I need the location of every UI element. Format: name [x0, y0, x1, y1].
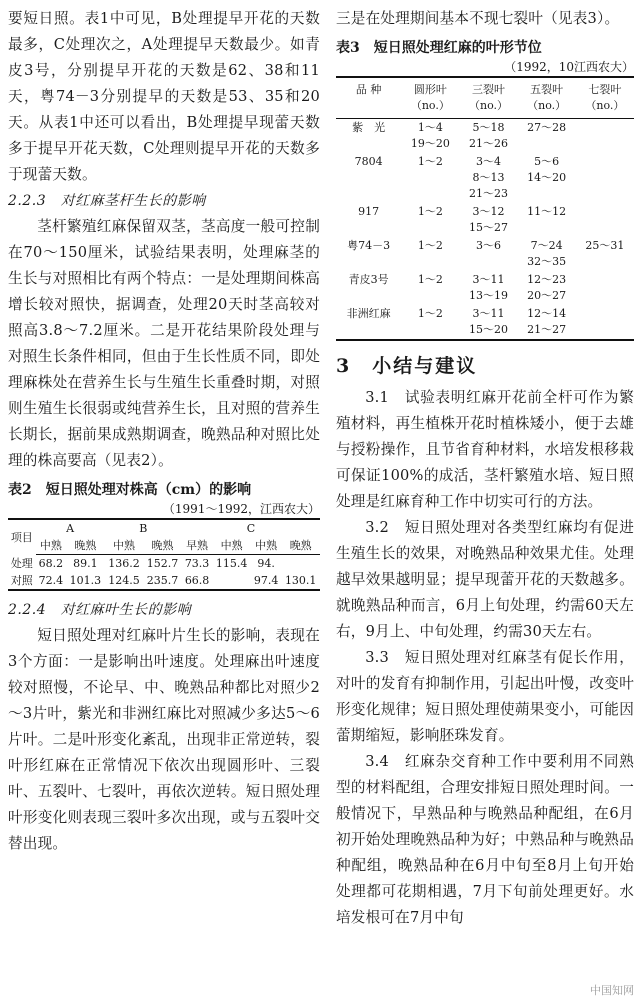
table3-cell [576, 271, 634, 305]
table2-subhead: 晚熟 [281, 537, 320, 555]
table3-variety: 917 [358, 205, 380, 218]
table3-cell: 7～24 32～35 [527, 239, 567, 268]
table2-subhead: 晚熟 [143, 537, 182, 555]
table3-cell: 11～12 [527, 205, 567, 218]
table2-cell: 89.1 [73, 557, 98, 570]
table3-cell: 12～23 20～27 [527, 273, 567, 302]
table2-cell: 235.7 [143, 572, 182, 590]
table3-cell [576, 203, 634, 237]
table2-cell: 152.7 [146, 557, 179, 570]
table3-cell: 3～12 15～27 [469, 205, 508, 234]
table3-cell: 12～14 21～27 [518, 305, 576, 340]
paragraph-leaf-growth: 短日照处理对红麻叶片生长的影响，表现在3个方面：一是影响出叶速度。处理麻出叶速度较对照慢，不论早、中、晚熟品种都比对照少2～3片叶，紫光和非洲红麻比对照减少多达5～6片叶。二是叶形变化紊乱，出现非正常逆转，裂叶形红麻在正常情况下依次出现圆形叶、三裂叶、五裂叶、七裂叶，再依次逆转。短日照处理叶形变化则表现三裂叶多次出现，或与五裂叶交替出现。 [8, 627, 320, 852]
table3-variety: 青皮3号 [348, 273, 389, 286]
table3-header: 品 种 [336, 77, 401, 119]
table2-cell: 66.8 [182, 572, 213, 590]
table2-subhead: 早熟 [182, 537, 213, 555]
table3-cell [576, 153, 634, 203]
table3-header: 五裂叶 （no.） [518, 77, 576, 119]
table2-subhead: 中熟 [105, 537, 144, 555]
table2-group-b: B [105, 519, 182, 537]
table3-cell: 1～2 [417, 205, 443, 218]
table2-subhead: 中熟 [212, 537, 251, 555]
section-heading-summary: 3 小结与建议 [336, 355, 478, 377]
left-column [8, 6, 320, 857]
table3-variety: 7804 [354, 155, 383, 168]
table3 [336, 76, 634, 341]
table3-cell: 1～2 [417, 239, 443, 252]
table2-cell: 101.3 [66, 572, 105, 590]
table-row [8, 572, 320, 590]
table3-cell: 3～11 13～19 [469, 273, 508, 302]
table-row [336, 119, 634, 154]
table2 [8, 518, 320, 591]
table2-cell: 72.4 [36, 572, 67, 590]
right-column [336, 6, 634, 931]
table3-cell: 1～2 [401, 305, 459, 340]
table-row [336, 305, 634, 340]
table2-cell: 130.1 [281, 572, 320, 590]
table-row [336, 153, 634, 203]
table3-header: 七裂叶 （no.） [576, 77, 634, 119]
table3-cell [576, 119, 634, 154]
table3-source: （1992，10江西农大） [504, 60, 634, 74]
table3-variety: 粤74－3 [347, 239, 391, 252]
table3-variety: 紫 光 [352, 121, 386, 134]
table3-cell: 1～4 19～20 [410, 121, 450, 150]
table2-item-label: 项目 [8, 519, 36, 555]
table2-cell: 115.4 [215, 557, 248, 570]
table2-cell: 94. [257, 557, 275, 570]
table2-cell: 73.3 [184, 557, 210, 570]
subsection-heading-stem-growth: 2.2.3 对红麻茎杆生长的影响 [8, 193, 206, 209]
paragraph-summary-3-4: 3.4 红麻杂交育种工作中要利用不同熟型的材料配组，合理安排短日照处理时间。一般情况下，早熟品种与晚熟品种配组，在6月初开始处理晚熟品种为好；中熟品种与晚熟品种配组，晚熟品种在6月中旬至8月上旬开始处理都可花期相遇，7月下旬前处理更好。水培发根可在7月中旬 [336, 753, 634, 926]
table2-subhead: 晚熟 [66, 537, 105, 555]
table3-cell: 5～6 14～20 [527, 155, 567, 184]
subsection-heading-leaf-growth: 2.2.4 对红麻叶生长的影响 [8, 602, 192, 618]
paragraph-flowering-days: 要短日照。表1中可见，B处理提早开花的天数最多，C处理次之，A处理提早天数最少。如青皮3号，分别提早开花的天数是62、38和11天，粤74－3分别提早的天数是53、35和20天。从表1中还可以看出，B处理提早现蕾天数多于提早开花天数，C处理则提早开花的天数多于现蕾天数。 [8, 10, 320, 183]
table3-caption: 表3 短日照处理红麻的叶形节位 [336, 40, 542, 56]
table2-subhead: 中熟 [251, 537, 282, 555]
table2-cell: 97.4 [251, 572, 282, 590]
table2-cell [212, 572, 251, 590]
table2-group-a: A [36, 519, 105, 537]
table3-cell: 3～6 [476, 239, 501, 252]
table3-cell: 3～11 15～20 [459, 305, 517, 340]
table2-group-c: C [182, 519, 320, 537]
table3-cell: 25～31 [585, 239, 625, 252]
table-row [336, 271, 634, 305]
table3-header: 三裂叶 （no.） [459, 77, 517, 119]
table2-subhead: 中熟 [36, 537, 67, 555]
table2-caption: 表2 短日照处理对株高（cm）的影响 [8, 482, 252, 498]
table2-cell: 136.2 [108, 557, 140, 570]
table2-cell: 68.2 [38, 557, 64, 570]
table2-group-row [8, 519, 320, 537]
table2-subhead-row [8, 537, 320, 555]
table-row [336, 237, 634, 271]
table2-source: （1991～1992，江西农大） [162, 502, 320, 516]
table3-cell: 3～4 8～13 21～23 [469, 155, 508, 200]
paragraph-no-seven-lobed: 三是在处理期间基本不现七裂叶（见表3）。 [336, 10, 620, 27]
table2-row-label: 对照 [8, 572, 36, 590]
table3-header-row [336, 77, 634, 119]
table3-cell: 5～18 21～26 [469, 121, 508, 150]
table3-cell [576, 305, 634, 340]
paragraph-stem-growth: 茎杆繁殖红麻保留双茎，茎高度一般可控制在70～150厘米，试验结果表明，处理麻茎的生长与对照相比有两个特点：一是处理期间株高增长较对照快，据调查，处理20天时茎高较对照高3.8～7.2厘米。二是开花结果阶段处理与对照生长条件相同，但由于生长性质不同，即处理麻株处在营养生长与生殖生长重叠时期，对照则生殖生长很弱或纯营养生长，且对照的营养生长期长，据前果成熟期调查，晚熟品种对照比处理的株高要高（见表2）。 [8, 218, 320, 469]
table2-cell [281, 555, 320, 573]
table-row [336, 203, 634, 237]
paragraph-summary-3-1: 3.1 试验表明红麻开花前全杆可作为繁殖材料，再生植株开花时植株矮小，便于去雄与授粉操作，且节省育种材料，水培发根移栽可保证100%的成活，茎杆繁殖水培、短日照处理是红麻育种工作中切实可行的方法。 [336, 389, 634, 510]
table3-cell: 1～2 [417, 155, 443, 168]
paragraph-summary-3-3: 3.3 短日照处理对红麻茎有促长作用，对叶的发育有抑制作用，引起出叶慢，改变叶形变化规律；短日照处理使蒴果变小，可能因蕾期缩短，影响胚珠发育。 [336, 649, 634, 744]
watermark: 中国知网 [590, 984, 634, 997]
table-row [8, 555, 320, 573]
table3-cell: 27～28 [527, 121, 567, 134]
table3-cell: 1～2 [417, 273, 443, 286]
table3-variety: 非洲红麻 [336, 305, 401, 340]
paragraph-summary-3-2: 3.2 短日照处理对各类型红麻均有促进生殖生长的效果，对晚熟品种效果尤佳。处理越早效果越明显；提早现蕾开花的天数越多。就晚熟品种而言，6月上旬处理，约需60天左右，9月上、中旬处理，约需30天左右。 [336, 519, 634, 640]
table2-row-label: 处理 [10, 556, 33, 570]
table3-header: 圆形叶 （no.） [401, 77, 459, 119]
table2-cell: 124.5 [105, 572, 144, 590]
